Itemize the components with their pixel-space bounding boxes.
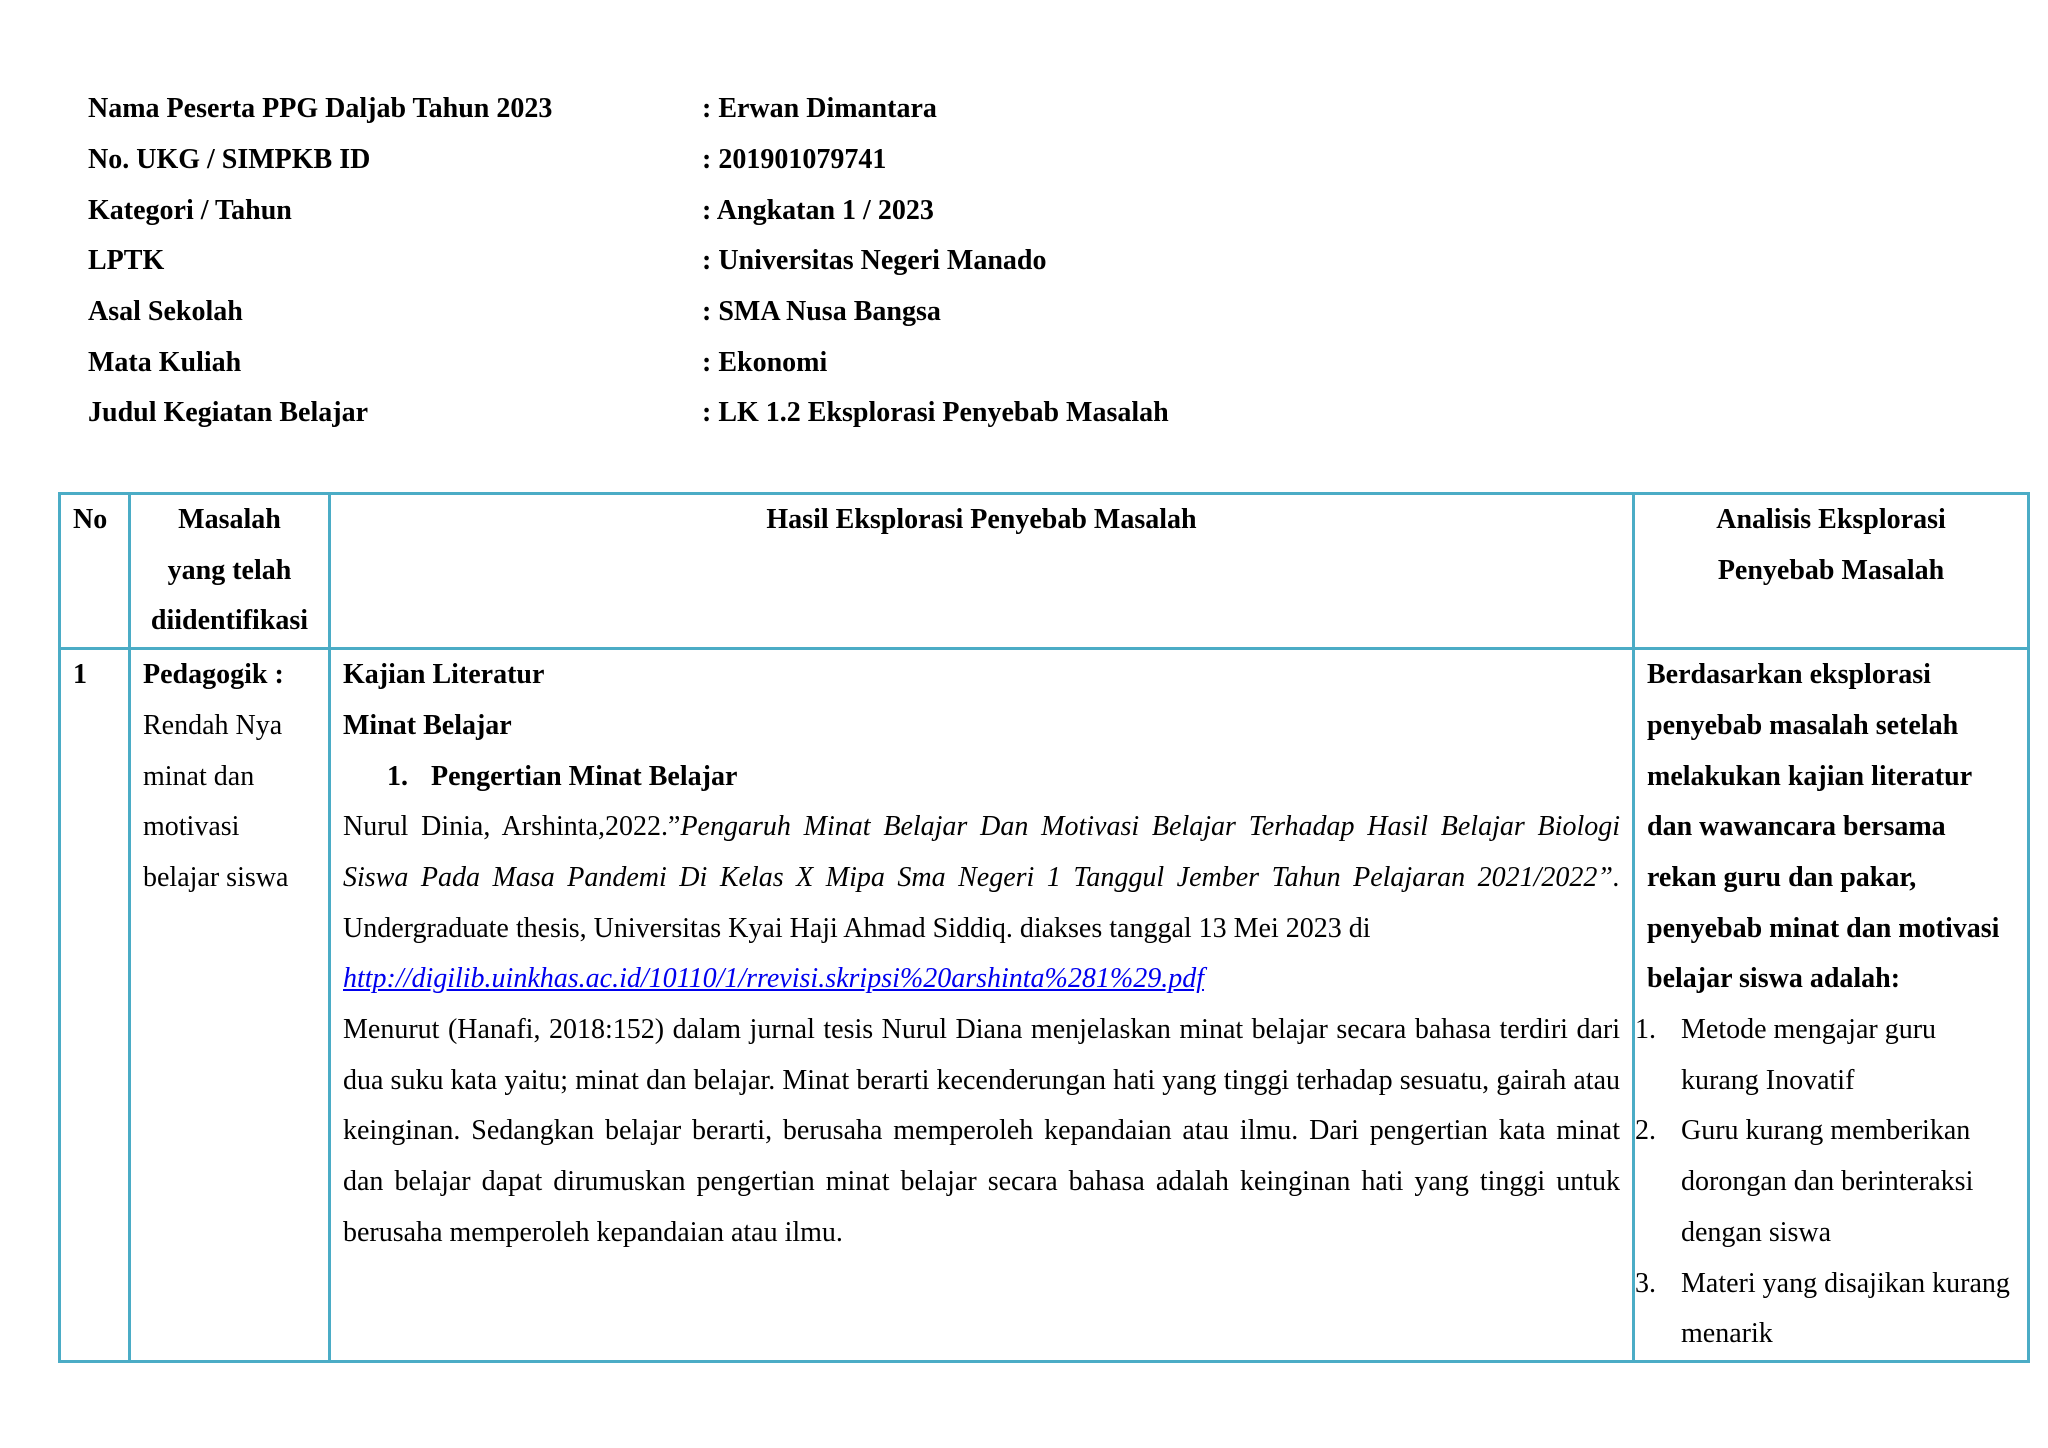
citation-link[interactable]: http://digilib.uinkhas.ac.id/10110/1/rrevisi.skripsi%20arshinta%281%29.pdf <box>343 963 1204 995</box>
info-value: : Ekonomi <box>702 346 828 378</box>
masalah-line: minat dan <box>143 760 255 792</box>
info-value: : Universitas Negeri Manado <box>702 245 1047 277</box>
header-masalah-line: yang telah <box>167 554 292 586</box>
kajian-literatur-heading: Kajian Literatur <box>343 659 545 691</box>
info-row-ukg <box>88 135 1788 186</box>
minat-belajar-heading: Minat Belajar <box>343 709 512 741</box>
list-item <box>1635 1005 2015 1106</box>
list-item-number: 3. <box>1635 1267 1656 1299</box>
info-label: Nama Peserta PPG Daljab Tahun 2023 <box>88 93 553 125</box>
header-analisis-line: Analisis Eksplorasi <box>1716 504 1946 535</box>
analisis-intro: Berdasarkan eksplorasi penyebab masalah setelah melakukan kajian literatur dan wawancara bersama rekan guru dan pakar, penyebab minat dan motivasi belajar siswa adalah: <box>1647 659 2000 995</box>
findings-list <box>1635 1005 2015 1360</box>
masalah-line: motivasi <box>143 811 240 843</box>
info-row-lptk <box>88 236 1788 287</box>
citation-prefix: Nurul Dinia, Arshinta,2022.” <box>343 811 681 843</box>
list-item-number: 1. <box>1635 1014 1656 1046</box>
analisis-cell <box>1634 649 2029 1362</box>
list-item-text: Materi yang disajikan kurang menarik <box>1681 1267 2010 1350</box>
info-label: Asal Sekolah <box>88 296 243 328</box>
info-row-judul <box>88 388 1788 439</box>
header-analisis <box>1634 494 2029 649</box>
info-value: : LK 1.2 Eksplorasi Penyebab Masalah <box>702 397 1169 429</box>
info-label: No. UKG / SIMPKB ID <box>88 144 371 176</box>
info-row-kategori <box>88 185 1788 236</box>
header-masalah-line: Masalah <box>178 504 281 535</box>
table-row <box>60 649 2029 1362</box>
header-no: No <box>60 494 130 649</box>
list-item-text: Metode mengajar guru kurang Inovatif <box>1681 1014 1937 1096</box>
citation <box>343 802 1620 1005</box>
header-masalah <box>130 494 330 649</box>
hasil-cell <box>330 649 1634 1362</box>
info-value: : 201901079741 <box>702 144 887 176</box>
row-number: 1 <box>60 649 130 1362</box>
literature-body-text: Menurut (Hanafi, 2018:152) dalam jurnal tesis Nurul Diana menjelaskan minat belajar secara bahasa terdiri dari dua suku kata yaitu; minat dan belajar. Minat berarti kecenderungan hati yang tinggi terhadap sesuatu, gairah atau keinginan. Sedangkan belajar berarti, berusaha memperoleh kepandaian atau ilmu. Dari pengertian kata minat dan belajar dapat dirumuskan pengertian minat belajar secara bahasa adalah keinginan hati yang tinggi untuk berusaha memperoleh kepandaian atau ilmu. <box>343 1014 1620 1248</box>
info-label: Mata Kuliah <box>88 346 242 378</box>
list-item-number: 2. <box>1635 1115 1656 1147</box>
citation-title: Pengaruh Minat Belajar Dan Motivasi Belajar Terhadap Hasil Belajar Biologi Siswa Pada Masa Pandemi Di Kelas X Mipa Sma Negeri 1 Tanggul Jember Tahun Pelajaran 2021/2022”. <box>343 811 1620 893</box>
masalah-line: Rendah Nya <box>143 709 283 741</box>
header-masalah-line: diidentifikasi <box>150 605 309 637</box>
header-hasil: Hasil Eksplorasi Penyebab Masalah <box>330 494 1634 649</box>
info-row-sekolah <box>88 287 1788 338</box>
info-label: Judul Kegiatan Belajar <box>88 397 369 429</box>
list-item-text: Guru kurang memberikan dorongan dan berinteraksi dengan siswa <box>1681 1115 1974 1248</box>
list-item <box>1635 1259 2015 1360</box>
info-label: Kategori / Tahun <box>88 194 292 226</box>
info-label: LPTK <box>88 245 165 277</box>
info-value: : Angkatan 1 / 2023 <box>702 194 934 226</box>
masalah-title: Pedagogik : <box>143 659 284 691</box>
exploration-table <box>58 492 2030 1363</box>
info-value: : SMA Nusa Bangsa <box>702 296 941 328</box>
info-row-mata-kuliah <box>88 337 1788 388</box>
info-value: : Erwan Dimantara <box>702 93 937 125</box>
participant-info <box>88 84 1788 439</box>
header-analisis-line: Penyebab Masalah <box>1717 554 1945 586</box>
sub-heading <box>343 752 1620 803</box>
masalah-line: belajar siswa <box>143 861 289 893</box>
citation-suffix: Undergraduate thesis, Universitas Kyai Haji Ahmad Siddiq. diakses tanggal 13 Mei 2023 di <box>343 912 1371 944</box>
info-row-nama <box>88 84 1788 135</box>
masalah-cell <box>130 649 330 1362</box>
list-item <box>1635 1106 2015 1258</box>
sub-heading-number: 1. <box>387 760 408 792</box>
sub-heading-title: Pengertian Minat Belajar <box>431 760 738 792</box>
table-header-row <box>60 494 2029 649</box>
